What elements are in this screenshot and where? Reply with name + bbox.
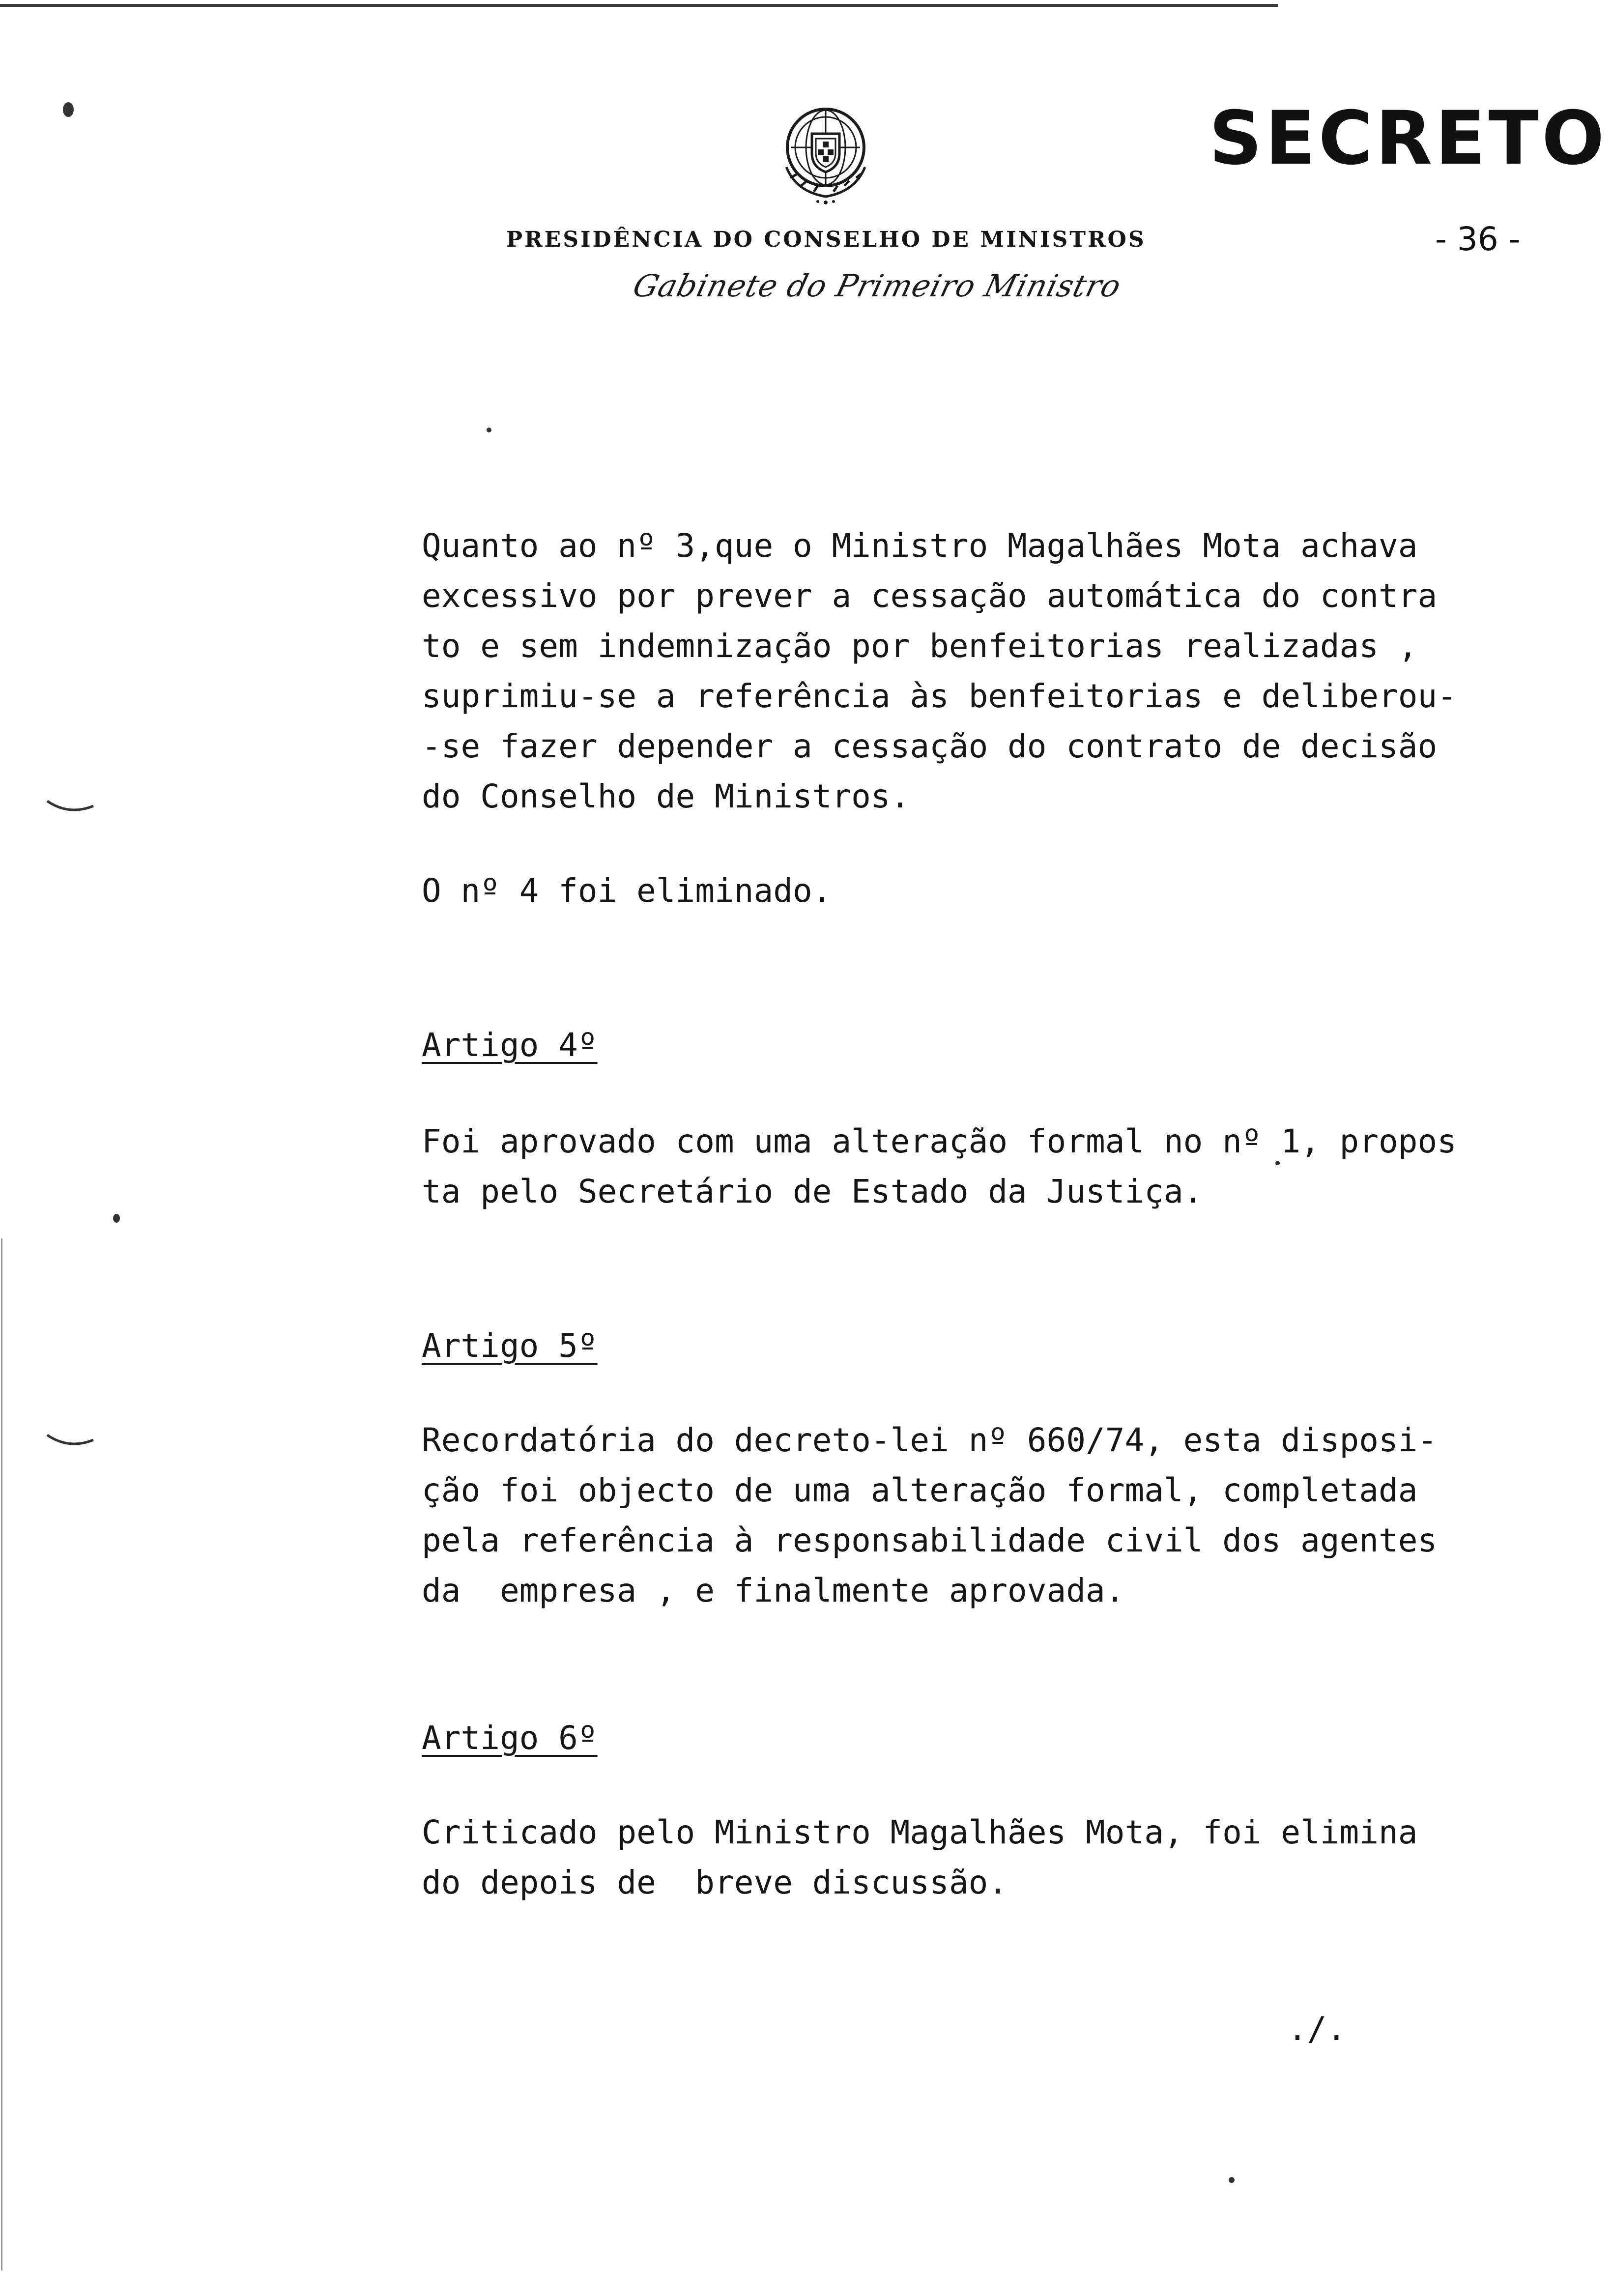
scan-speck: [487, 428, 491, 432]
article-6-heading: Artigo 6º: [422, 1719, 598, 1757]
institution-name: PRESIDÊNCIA DO CONSELHO DE MINISTROS: [506, 227, 1146, 252]
scan-speck: [1275, 1161, 1280, 1165]
scan-speck: [1229, 2177, 1235, 2183]
top-rule: [0, 4, 1278, 7]
paragraph-item-4: O nº 4 foi eliminado.: [422, 872, 832, 910]
article-5-text: Recordatória do decreto-lei nº 660/74, esta disposi- ção foi objecto de uma alteração formal, completada pela referência à responsabilidade civil dos agentes da empresa , e finalmente aprovada.: [422, 1421, 1438, 1609]
scan-edge-line: [1, 1238, 2, 2270]
article-4-text: Foi aprovado com uma alteração formal no nº 1, propos ta pelo Secretário de Estado da Justiça.: [422, 1122, 1457, 1210]
classification-stamp: SECRETO: [1209, 96, 1608, 181]
page-number: - 36 -: [1435, 220, 1521, 258]
office-name: Gabinete do Primeiro Ministro: [629, 268, 1125, 304]
coat-of-arms-icon: [767, 93, 885, 211]
article-4-heading: Artigo 4º: [422, 1026, 598, 1064]
punch-hole-mark: [44, 776, 98, 821]
article-6-text: Criticado pelo Ministro Magalhães Mota, foi elimina do depois de breve discussão.: [422, 1813, 1418, 1901]
scan-speck: [113, 1214, 120, 1223]
article-5-heading: Artigo 5º: [422, 1327, 598, 1365]
paragraph-article-3: Quanto ao nº 3,que o Ministro Magalhães Mota achava excessivo por prever a cessação automática do contra to e sem indemnização por benfeitorias realizadas , suprimiu-se a referência às benfeitorias e deliberou- -se fazer depender a cessação do contrato de decisão do Conselho de Ministros.: [422, 527, 1457, 815]
continuation-mark: ./.: [1288, 2010, 1347, 2048]
scan-speck: [63, 102, 74, 117]
punch-hole-mark: [44, 1420, 98, 1464]
